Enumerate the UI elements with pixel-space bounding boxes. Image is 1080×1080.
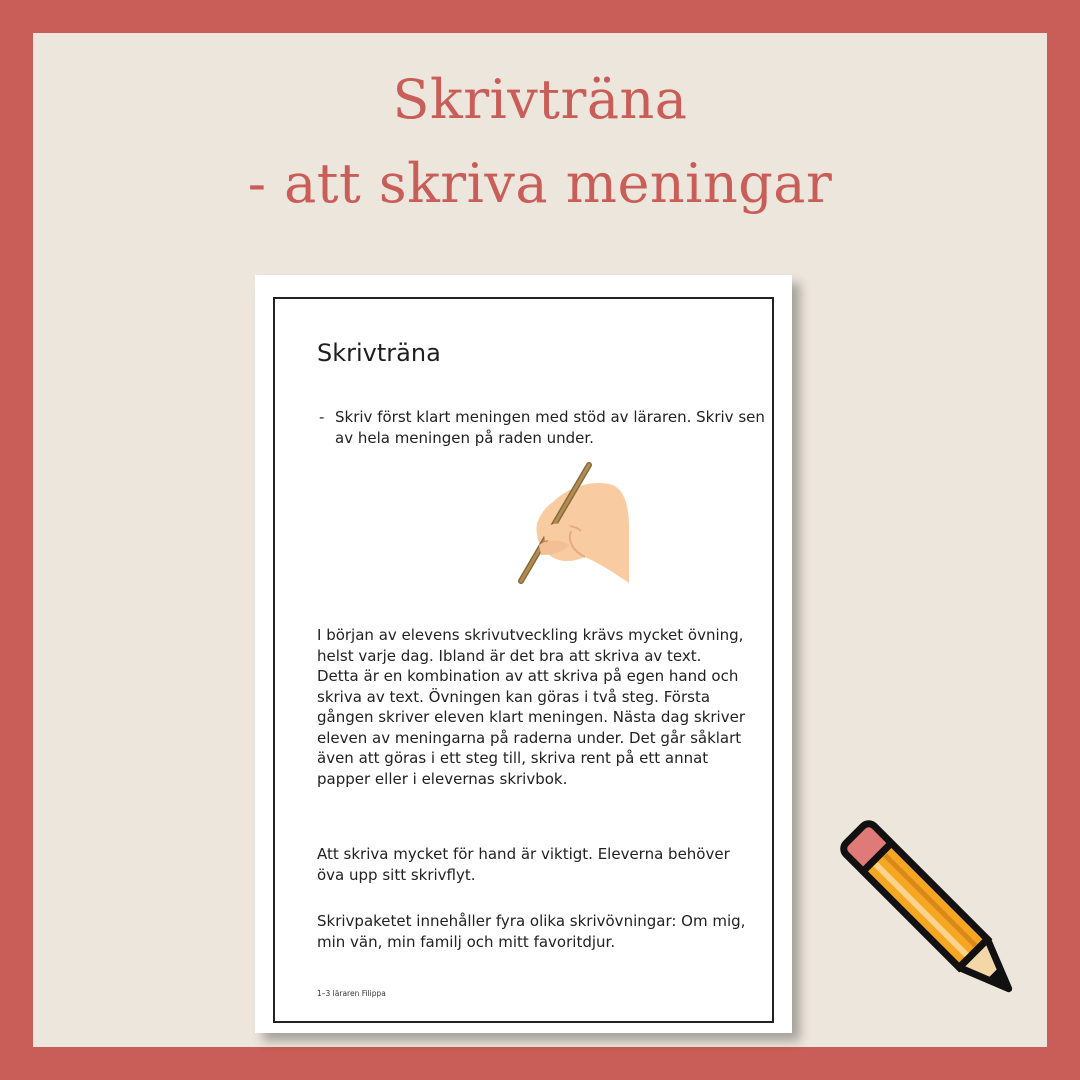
- document-footer: 1–3 läraren Filippa: [317, 989, 386, 998]
- cover-subtitle: - att skriva meningar: [247, 152, 833, 215]
- instruction-item: [319, 407, 775, 449]
- document-title: Skrivträna: [317, 339, 441, 367]
- paragraph-package: Skrivpaketet innehåller fyra olika skrivövningar: Om mig, min vän, min familj och mitt favoritdjur.: [317, 912, 746, 951]
- pencil-icon: [830, 810, 1045, 1025]
- document-preview: [255, 275, 792, 1033]
- paragraph-intro: I början av elevens skrivutveckling krävs mycket övning, helst varje dag. Ibland är det bra att skriva av text. Detta är en kombination av att skriva på egen hand och skriva av text. Övningen kan göras i två steg. Första gången skriver eleven klart meningen. Nästa dag skriver eleven av meningarna på raderna under. Det går såklart även att göras i ett steg till, skriva rent på ett annat papper eller i elevernas skrivbok.: [317, 626, 745, 788]
- instruction-text: Skriv först klart meningen med stöd av läraren. Skriv sen av hela meningen på raden under.: [335, 408, 765, 447]
- paragraph-handwriting: Att skriva mycket för hand är viktigt. Eleverna behöver öva upp sitt skrivflyt.: [317, 845, 730, 884]
- hand-writing-icon: [513, 457, 633, 587]
- list-dash: -: [319, 408, 325, 426]
- cover-title: Skrivträna: [392, 68, 688, 131]
